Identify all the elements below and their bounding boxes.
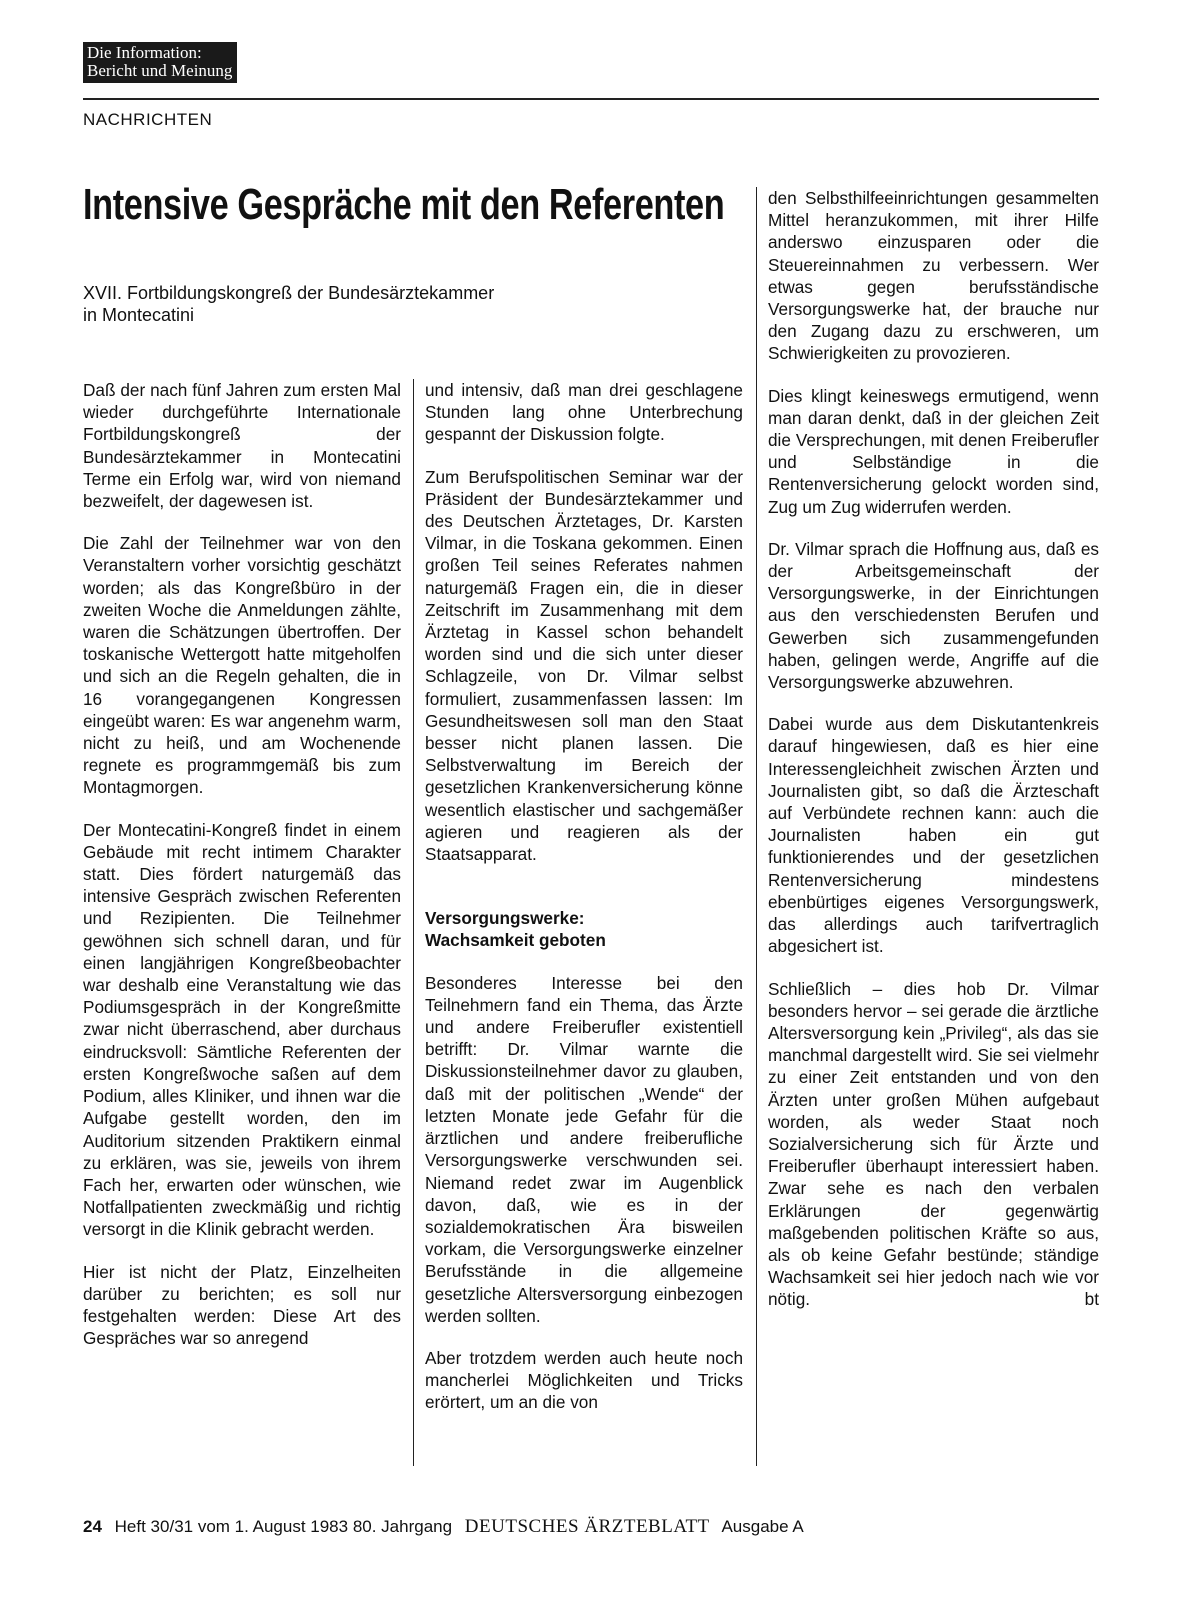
subheading-line-1: Versorgungswerke: bbox=[425, 908, 585, 929]
magazine-name: DEUTSCHES ÄRZTEBLATT bbox=[464, 1516, 710, 1537]
header-rule bbox=[83, 98, 1099, 100]
paragraph: und intensiv, daß man drei geschlagene Stunden lang ohne Unterbrechung gespannt der Diskussion folgte. bbox=[425, 380, 743, 445]
paragraph: den Selbsthilfeeinrichtungen gesammelten Mittel heranzukommen, mit ihrer Hilfe anderswo einzusparen oder die Steuereinnahmen zu verbessern. Wer etwas gegen berufsständische Versorgungswerke hat, der brauche nur den Zugang dazu zu erschweren, um Schwierigkeiten zu provozieren. bbox=[768, 188, 1099, 364]
author-signature: bt bbox=[1084, 1289, 1099, 1310]
paragraph bbox=[768, 978, 1099, 1311]
column-divider bbox=[756, 187, 757, 1466]
column-2 bbox=[425, 379, 743, 1434]
section-label: NACHRICHTEN bbox=[83, 110, 213, 129]
paragraph: Daß der nach fünf Jahren zum ersten Mal wieder durchgeführte Internationale Fortbildungskongreß der Bundesärztekammer in Montecatini Terme ein Erfolg war, wird von niemand bezweifelt, der dagewesen ist. bbox=[83, 380, 401, 512]
column-divider bbox=[413, 379, 414, 1466]
subtitle-line-2: in Montecatini bbox=[83, 305, 195, 325]
paragraph: Aber trotzdem werden auch heute noch mancherlei Möglichkeiten und Tricks erörtert, um an die von bbox=[425, 1347, 743, 1413]
masthead-line-2: Bericht und Meinung bbox=[87, 61, 233, 80]
article-subtitle bbox=[83, 282, 494, 326]
paragraph-text: Schließlich – dies hob Dr. Vilmar besonders hervor – sei gerade die ärztliche Altersversorgung kein „Privileg“, als das sie manchmal dargestellt wird. Sie sei vielmehr zu einer Zeit entstanden und von den Ärzten unter großen Mühen aufgebaut worden, als weder Staat noch Sozialversicherung sich für Ärzte und Freiberufler überhaupt interessiert haben. Zwar sehe es nach den verbalen Erklärungen der gegenwärtig maßgebenden politischen Kräfte so aus, als ob keine Gefahr bestünde; ständige Wachsamkeit sei hier jedoch nach wie vor nötig. bbox=[768, 978, 1099, 1310]
column-1 bbox=[83, 379, 401, 1369]
edition-label: Ausgabe A bbox=[721, 1517, 804, 1536]
page-number: 24 bbox=[83, 1517, 102, 1536]
issue-info: Heft 30/31 vom 1. August 1983 80. Jahrgang bbox=[114, 1517, 453, 1536]
article-title: Intensive Gespräche mit den Referenten bbox=[83, 180, 725, 229]
paragraph: Dr. Vilmar sprach die Hoffnung aus, daß es der Arbeitsgemeinschaft der Versorgungswerke, in der Einrichtungen aus den verschiedensten Berufen und Gewerben sich zusammengefunden haben, gelingen werde, Angriffe auf die Versorgungswerke abzuwehren. bbox=[768, 538, 1099, 693]
masthead-line-1: Die Information: bbox=[87, 43, 202, 62]
subheading bbox=[425, 907, 743, 951]
paragraph: Besonderes Interesse bei den Teilnehmern fand ein Thema, das Ärzte und andere Freiberufler existentiell betrifft: Dr. Vilmar warnte die Diskussionsteilnehmer davor zu glauben, daß mit der politischen „Wende“ der letzten Monate jede Gefahr für die ärztlichen und andere freiberufliche Versorgungswerke verschwunden sei. Niemand redet zwar im Augenblick davon, daß, wie es in der sozialdemokratischen Ära bisweilen vorkam, die Versorgungswerke einzelner Berufsstände in die allgemeine gesetzliche Altersversorgung einbezogen werden sollten. bbox=[425, 972, 743, 1326]
paragraph: Zum Berufspolitischen Seminar war der Präsident der Bundesärztekammer und des Deutschen Ärztetages, Dr. Karsten Vilmar, in die Toskana gekommen. Einen großen Teil seines Referates nahmen naturgemäß Fragen ein, die in dieser Zeitschrift im Zusammenhang mit dem Ärztetag in Kassel schon behandelt worden sind und die sich unter dieser Schlagzeile, von Dr. Vilmar selbst formuliert, zusammenfassen lassen: Im Gesundheitswesen soll man den Staat besser nicht planen lassen. Die Selbstverwaltung im Bereich der gesetzlichen Krankenversicherung könne wesentlich elastischer und sachgemäßer agieren und reagieren als der Staatsapparat. bbox=[425, 466, 743, 865]
paragraph: Hier ist nicht der Platz, Einzelheiten darüber zu berichten; es soll nur festgehalten werden: Diese Art des Gespräches war so anregend bbox=[83, 1261, 401, 1349]
page-footer bbox=[83, 1516, 804, 1538]
paragraph: Die Zahl der Teilnehmer war von den Veranstaltern vorher vorsichtig geschätzt worden; als das Kongreßbüro in der zweiten Woche die Anmeldungen zählte, waren die Schätzungen übertroffen. Der toskanische Wettergott hatte mitgeholfen und sich an die Regeln gehalten, die in 16 vorangegangenen Kongressen eingeübt waren: Es war angenehm warm, nicht zu heiß, und am Wochenende regnete es programmgemäß bis zum Montagmorgen. bbox=[83, 533, 401, 798]
paragraph: Der Montecatini-Kongreß findet in einem Gebäude mit recht intimem Charakter statt. Dies fördert naturgemäß das intensive Gespräch zwischen Referenten und Rezipienten. Die Teilnehmer gewöhnen sich schnell daran, und für einen langjährigen Kongreßbeobachter war deshalb eine Veranstaltung wie das Podiumsgespräch in der Kongreßmitte zwar nicht überraschend, aber durchaus eindrucksvoll: Sämtliche Referenten der ersten Kongreßwoche saßen auf dem Podium, alles Kliniker, und ihnen war die Aufgabe gestellt worden, den im Auditorium sitzenden Praktikern einmal zu erklären, was sie, jeweils von ihrem Fach her, erwarten oder wünschen, wie Notfallpatienten zweckmäßig und richtig versorgt in die Klinik gebracht werden. bbox=[83, 819, 401, 1240]
masthead-badge bbox=[83, 42, 237, 83]
subtitle-line-1: XVII. Fortbildungskongreß der Bundesärztekammer bbox=[83, 283, 495, 303]
paragraph: Dies klingt keineswegs ermutigend, wenn man daran denkt, daß in der gleichen Zeit die Versprechungen, mit denen Freiberufler und Selbständige in die Rentenversicherung gelockt worden sind, Zug um Zug widerrufen werden. bbox=[768, 385, 1099, 517]
subheading-line-2: Wachsamkeit geboten bbox=[425, 930, 606, 951]
column-3 bbox=[768, 187, 1099, 1331]
paragraph: Dabei wurde aus dem Diskutantenkreis darauf hingewiesen, daß es hier eine Interessengleichheit zwischen Ärzten und Journalisten gibt, so daß die Ärzteschaft auf Verbündete rechnen kann: auch die Journalisten haben ein gut funktionierendes und der gesetzlichen Rentenversicherung mindestens ebenbürtiges eigenes Versorgungswerk, das allerdings auch tarifvertraglich abgesichert ist. bbox=[768, 714, 1099, 957]
